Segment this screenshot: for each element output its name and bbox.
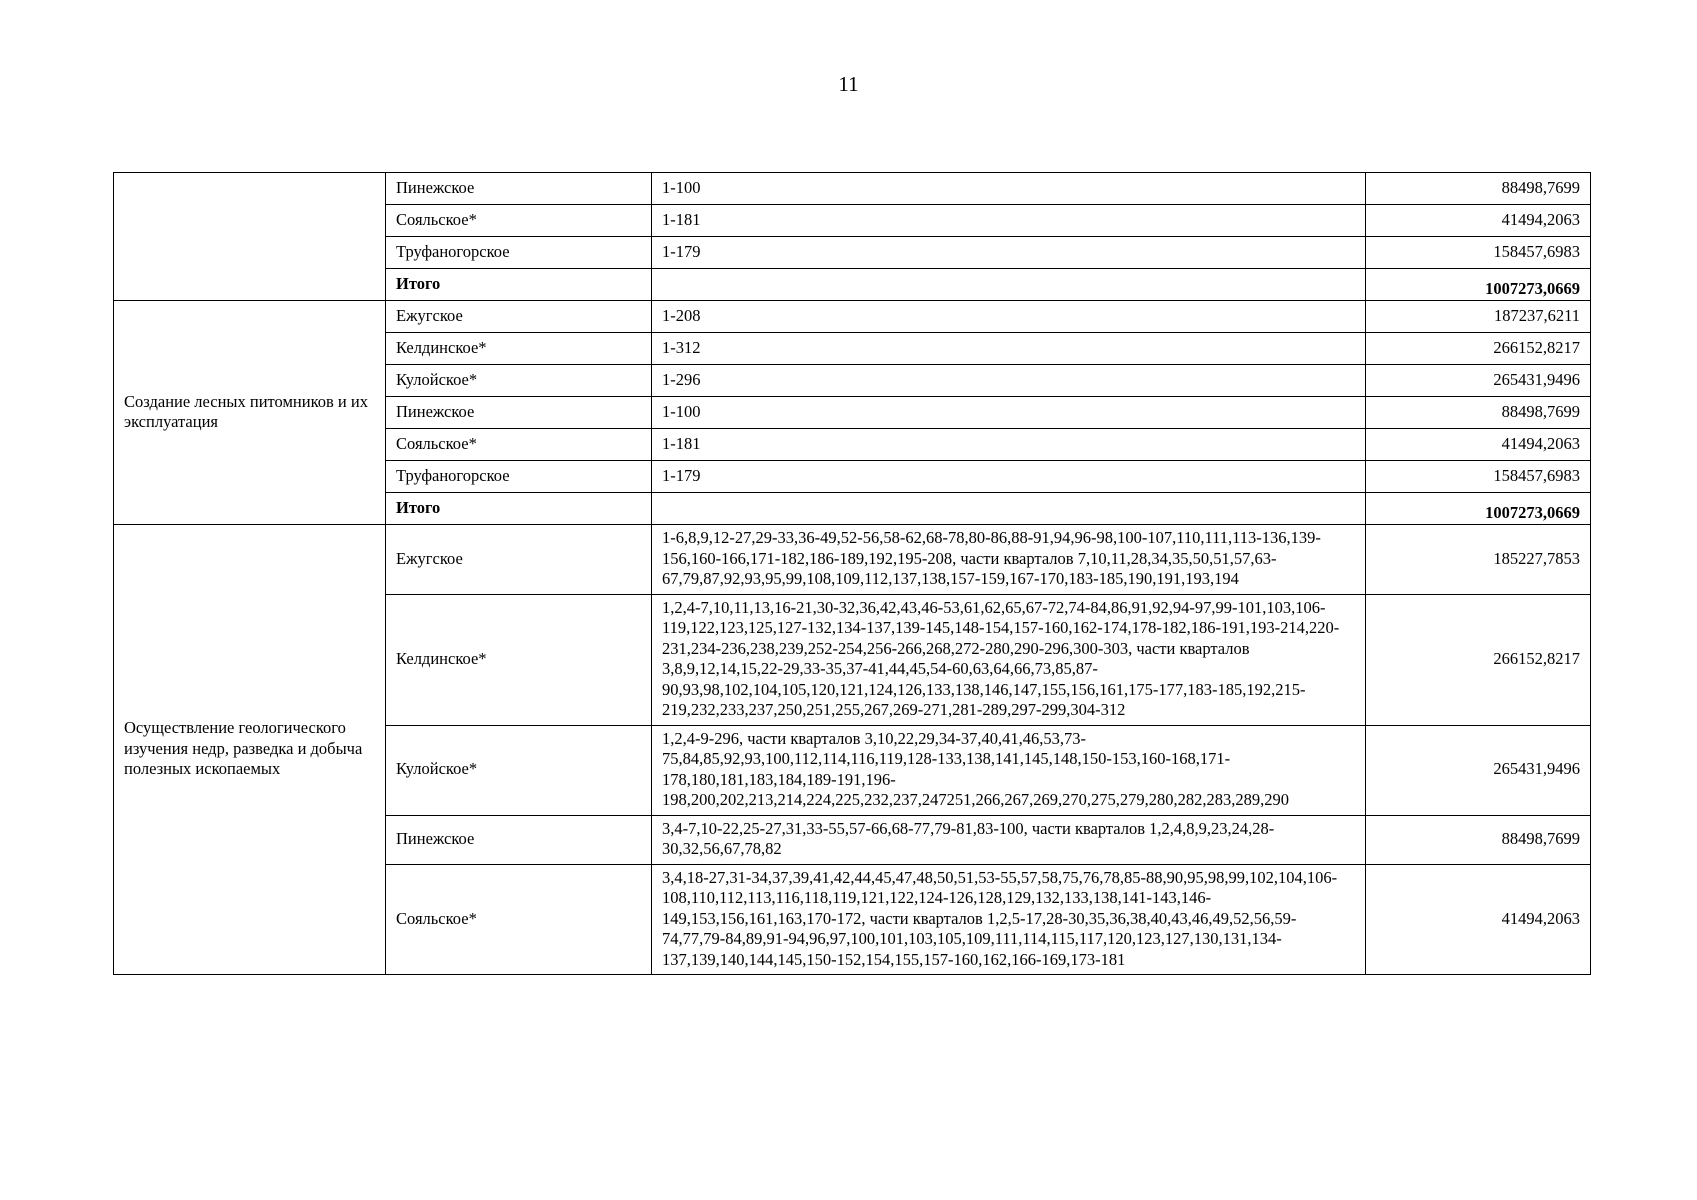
area-cell: 88498,7699 [1366, 815, 1591, 864]
forestry-cell: Ежугское [386, 301, 652, 333]
quarters-cell: 1-181 [652, 429, 1366, 461]
forestry-cell: Труфаногорское [386, 461, 652, 493]
quarters-cell: 1-100 [652, 173, 1366, 205]
quarters-cell: 1-312 [652, 333, 1366, 365]
area-cell: 266152,8217 [1366, 594, 1591, 725]
forestry-cell: Сояльское* [386, 864, 652, 975]
quarters-cell: 3,4-7,10-22,25-27,31,33-55,57-66,68-77,79-81,83-100, части кварталов 1,2,4,8,9,23,24,28-30,32,56,67,78,82 [652, 815, 1366, 864]
quarters-cell: 1,2,4-9-296, части кварталов 3,10,22,29,34-37,40,41,46,53,73-75,84,85,92,93,100,112,114,116,119,128-133,138,141,145,148,150-153,160-168,171-178,180,181,183,184,189-191,196-198,200,202,213,214,224,225,232,237,247251,266,267,269,270,275,279,280,282,283,289,290 [652, 725, 1366, 815]
activity-cell [114, 173, 386, 301]
area-cell: 158457,6983 [1366, 237, 1591, 269]
activity-cell: Осуществление геологического изучения недр, разведка и добыча полезных ископаемых [114, 525, 386, 975]
area-cell: 88498,7699 [1366, 397, 1591, 429]
total-label: Итого [386, 493, 652, 525]
total-area: 1007273,0669 [1366, 493, 1591, 525]
quarters-cell [652, 269, 1366, 301]
forestry-table [113, 172, 1591, 975]
forestry-cell: Кулойское* [386, 725, 652, 815]
area-cell: 185227,7853 [1366, 525, 1591, 595]
forestry-cell: Труфаногорское [386, 237, 652, 269]
area-cell: 158457,6983 [1366, 461, 1591, 493]
quarters-cell [652, 493, 1366, 525]
forestry-cell: Келдинское* [386, 333, 652, 365]
quarters-cell: 1,2,4-7,10,11,13,16-21,30-32,36,42,43,46-53,61,62,65,67-72,74-84,86,91,92,94-97,99-101,103,106-119,122,123,125,127-132,134-137,139-145,148-154,157-160,162-174,178-182,186-191,193-214,220-231,234-236,238,239,252-254,256-266,268,272-280,290-296,300-303, части кварталов 3,8,9,12,14,15,22-29,33-35,37-41,44,45,54-60,63,64,66,73,85,87-90,93,98,102,104,105,120,121,124,126,133,138,146,147,155,156,161,175-177,183-185,192,215-219,232,233,237,250,251,255,267,269-271,281-289,297-299,304-312 [652, 594, 1366, 725]
forestry-cell: Пинежское [386, 173, 652, 205]
forestry-cell: Сояльское* [386, 429, 652, 461]
quarters-cell: 1-100 [652, 397, 1366, 429]
quarters-cell: 1-179 [652, 237, 1366, 269]
forestry-cell: Келдинское* [386, 594, 652, 725]
quarters-cell: 3,4,18-27,31-34,37,39,41,42,44,45,47,48,50,51,53-55,57,58,75,76,78,85-88,90,95,98,99,102,104,106-108,110,112,113,116,118,119,121,122,124-126,128,129,132,133,138,141-143,146-149,153,156,161,163,170-172, части кварталов 1,2,5-17,28-30,35,36,38,40,43,46,49,52,56,59-74,77,79-84,89,91-94,96,97,100,101,103,105,109,111,114,115,117,120,123,127,130,131,134-137,139,140,144,145,150-152,154,155,157-160,162,166-169,173-181 [652, 864, 1366, 975]
quarters-cell: 1-181 [652, 205, 1366, 237]
total-area: 1007273,0669 [1366, 269, 1591, 301]
table-row [114, 525, 1591, 595]
area-cell: 265431,9496 [1366, 725, 1591, 815]
table-row [114, 301, 1591, 333]
area-cell: 187237,6211 [1366, 301, 1591, 333]
quarters-cell: 1-179 [652, 461, 1366, 493]
forestry-cell: Сояльское* [386, 205, 652, 237]
area-cell: 265431,9496 [1366, 365, 1591, 397]
area-cell: 266152,8217 [1366, 333, 1591, 365]
forestry-cell: Ежугское [386, 525, 652, 595]
area-cell: 41494,2063 [1366, 864, 1591, 975]
area-cell: 88498,7699 [1366, 173, 1591, 205]
quarters-cell: 1-208 [652, 301, 1366, 333]
quarters-cell: 1-296 [652, 365, 1366, 397]
forestry-cell: Пинежское [386, 815, 652, 864]
forestry-cell: Кулойское* [386, 365, 652, 397]
area-cell: 41494,2063 [1366, 205, 1591, 237]
total-label: Итого [386, 269, 652, 301]
quarters-cell: 1-6,8,9,12-27,29-33,36-49,52-56,58-62,68-78,80-86,88-91,94,96-98,100-107,110,111,113-136,139-156,160-166,171-182,186-189,192,195-208, части кварталов 7,10,11,28,34,35,50,51,57,63-67,79,87,92,93,95,99,108,109,112,137,138,157-159,167-170,183-185,190,191,193,194 [652, 525, 1366, 595]
page-number: 11 [838, 72, 859, 96]
table-row [114, 173, 1591, 205]
forestry-cell: Пинежское [386, 397, 652, 429]
area-cell: 41494,2063 [1366, 429, 1591, 461]
activity-cell: Создание лесных питомников и их эксплуатация [114, 301, 386, 525]
